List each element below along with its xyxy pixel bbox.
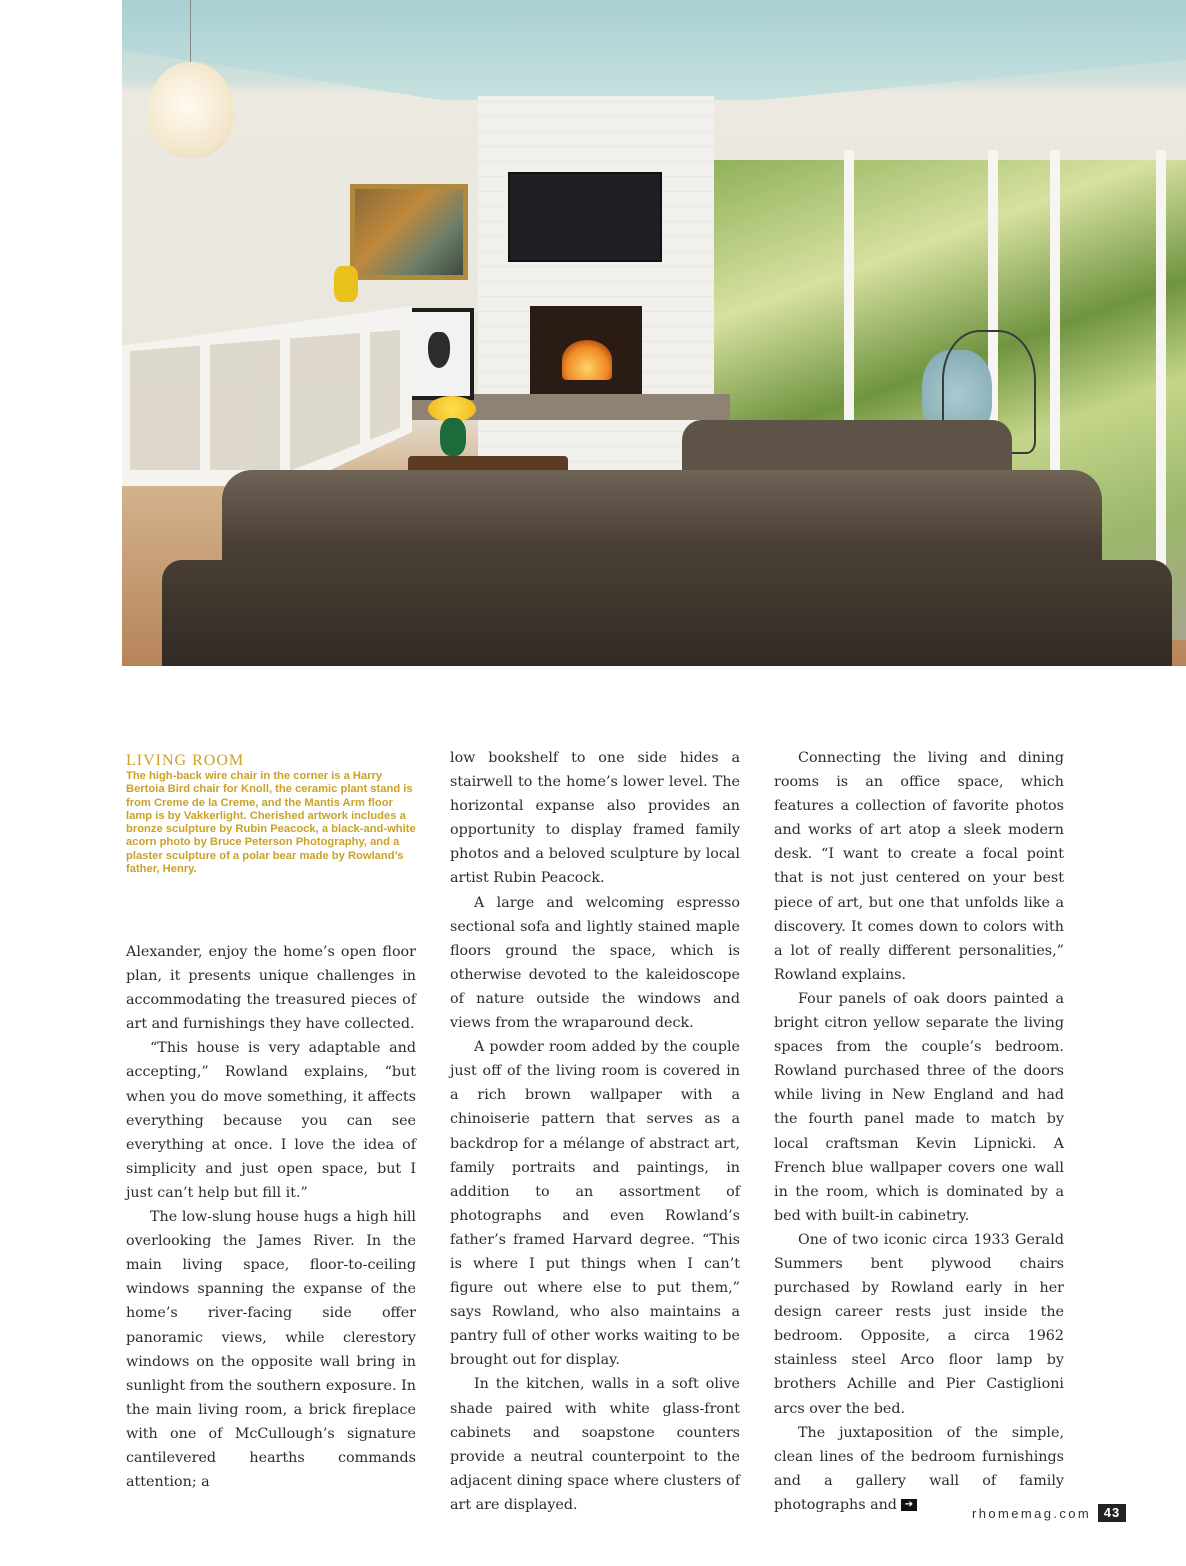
caption-title: LIVING ROOM [126, 752, 245, 769]
ceiling [122, 0, 1186, 100]
fire [562, 340, 612, 380]
page-number: 43 [1098, 1504, 1126, 1522]
paper-pendant-lamp [148, 62, 234, 158]
television [508, 172, 662, 262]
paragraph: “This house is very adaptable and accepting,” Rowland explains, “but when you do move something, it affects everything because you can see everything at once. I love the idea of simplicity and just open space, but I just can’t help but fill it.” [126, 1040, 416, 1201]
caption-body: The high-back wire chair in the corner is a Harry Bertoia Bird chair for Knoll, the ceramic plant stand is from Creme de la Creme, and the Mantis Arm floor lamp is by Vakkerlight. Cherished artwork includes a bronze sculpture by Rubin Peacock, a black-and-white acorn photo by Bruce Peterson Photography, and a plaster sculpture of a polar bear made by Rowland’s father, Henry. [126, 770, 416, 876]
paragraph: Connecting the living and dining rooms is an office space, which features a collection of favorite photos and works of art atop a sleek modern desk. “I want to create a focal point that is not just centered on your best piece of art, but one that unfolds like a discovery. It comes down to colors with a lot of really different personalities,” Rowland explains. [774, 750, 1064, 983]
green-vase [440, 418, 466, 456]
sofa-base [162, 560, 1172, 666]
article-column-3 [774, 746, 1064, 1517]
yellow-vase [334, 266, 358, 302]
acorn-photo [402, 308, 474, 400]
paragraph: In the kitchen, walls in a soft olive shade paired with white glass-front cabinets and soapstone counters provide a neutral counterpoint to the adjacent dining space where clusters of art are displayed. [450, 1376, 740, 1513]
paragraph: Alexander, enjoy the home’s open floor plan, it presents unique challenges in accommodating the treasured pieces of art and furnishings they have collected. [126, 944, 416, 1033]
living-room-photo [122, 0, 1186, 666]
arrow-right-icon: ➔ [901, 1499, 917, 1511]
paragraph-last [774, 1421, 1064, 1517]
paragraph: Four panels of oak doors painted a bright citron yellow separate the living spaces from the couple’s bedroom. Rowland purchased three of the doors while living in New England and had the fourth panel made to match by local craftsman Kevin Lipnicki. A French blue wallpaper covers one wall in the room, which is dominated by a bed with built-in cabinetry. [774, 990, 1064, 1224]
paragraph: One of two iconic circa 1933 Gerald Summers bent plywood chairs purchased by Rowland early in her design career rests just inside the bedroom. Opposite, a circa 1962 stainless steel Arco floor lamp by brothers Achille and Pier Castiglioni arcs over the bed. [774, 1231, 1064, 1417]
lamp-cord [190, 0, 191, 62]
paragraph: low bookshelf to one side hides a stairwell to the home’s lower level. The horizontal expanse also provides an opportunity to display framed family photos and a beloved sculpture by local artist Rubin Peacock. [450, 750, 740, 887]
article-column-2 [450, 746, 740, 1517]
paragraph-text: The juxtaposition of the simple, clean lines of the bedroom furnishings and a gallery wall of family photographs and [774, 1424, 1064, 1513]
paragraph: The low-slung house hugs a high hill overlooking the James River. In the main living space, floor-to-ceiling windows spanning the expanse of the home’s river-facing side offer panoramic views, while clerestory windows on the opposite wall bring in sunlight from the southern exposure. In the main living room, a brick fireplace with one of McCullough’s signature cantilevered hearths commands attention; a [126, 1209, 416, 1491]
landscape-painting [350, 184, 468, 280]
paragraph: A powder room added by the couple just off of the living room is covered in a rich brown wallpaper with a chinoiserie pattern that serves as a backdrop for a mélange of abstract art, family portraits and paintings, in addition to an assortment of photographs and even Rowland’s father’s framed Harvard degree. “This is where I put things when I can’t figure out where else to put them,” says Rowland, who also maintains a pantry full of other works waiting to be brought out for display. [450, 1039, 740, 1369]
article-column-1 [126, 940, 416, 1494]
site-url: rhomemag.com [972, 1506, 1092, 1521]
paragraph: A large and welcoming espresso sectional sofa and lightly stained maple floors ground the space, which is otherwise devoted to the kaleidoscope of nature outside the windows and views from the wraparound deck. [450, 894, 740, 1032]
